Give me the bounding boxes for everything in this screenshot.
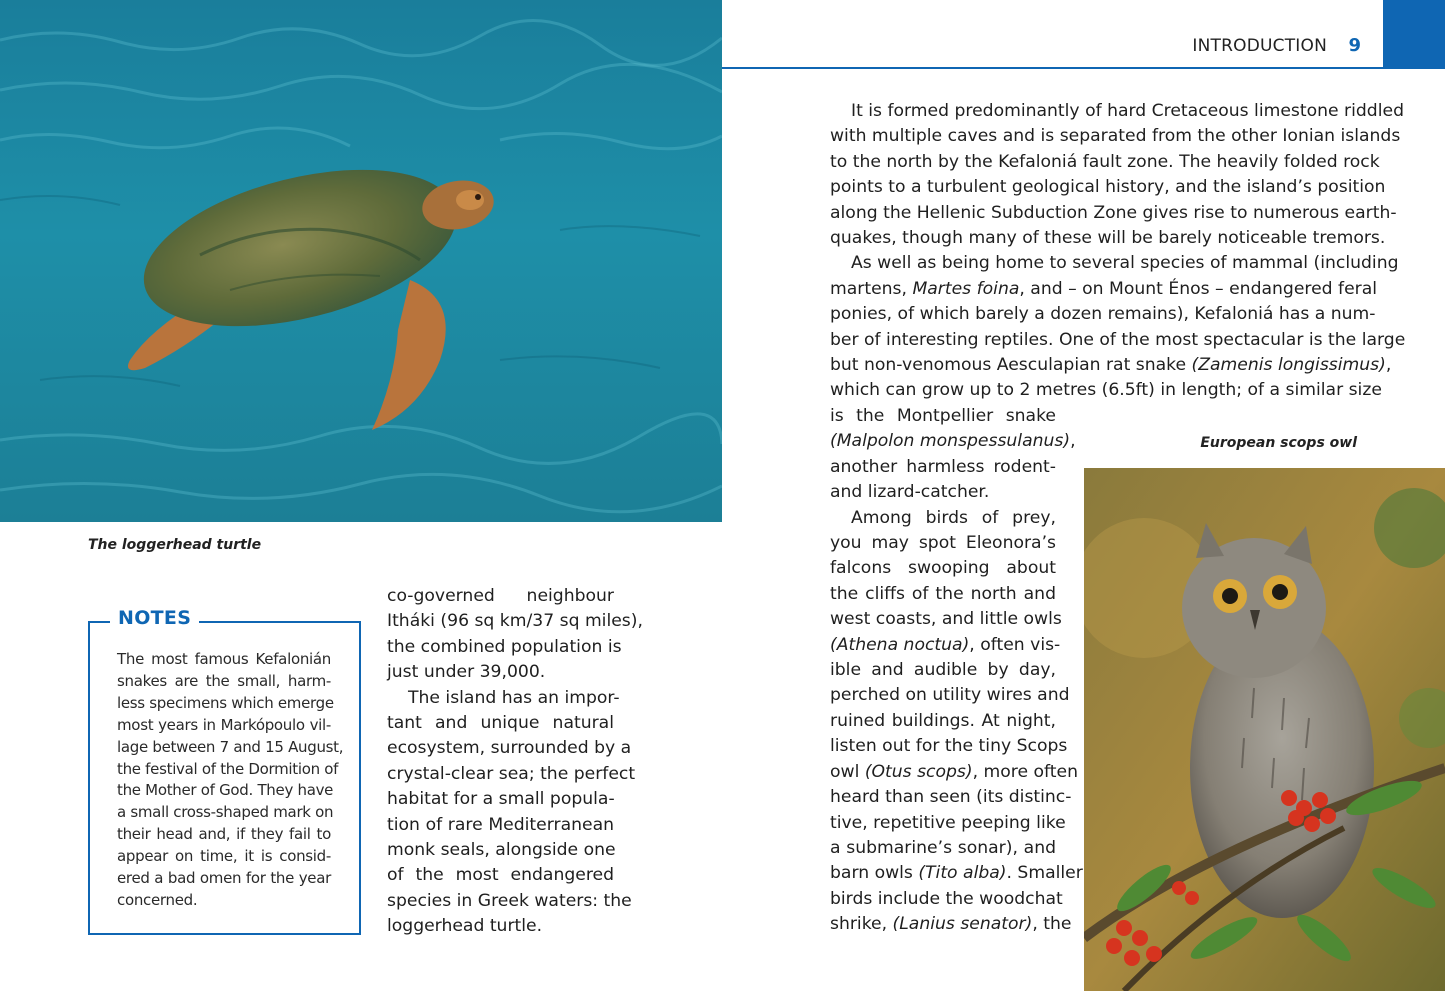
notes-line: lage between 7 and 15 August, bbox=[117, 737, 344, 756]
page-number: 9 bbox=[1348, 35, 1361, 56]
owl-photo bbox=[1084, 468, 1445, 991]
text-line: is the Montpellier snake bbox=[830, 406, 1056, 426]
text-line: listen out for the tiny Scops bbox=[830, 736, 1068, 757]
owl-caption: European scops owl bbox=[1200, 435, 1357, 451]
notes-line: concerned. bbox=[117, 890, 198, 909]
text-line: which can grow up to 2 metres (6.5ft) in length; of a similar size bbox=[830, 380, 1382, 401]
notes-line: snakes are the small, harm- bbox=[117, 671, 331, 690]
notes-line: their head and, if they fail to bbox=[117, 825, 331, 844]
text-line: west coasts, and little owls bbox=[830, 609, 1062, 630]
text-line: monk seals, alongside one bbox=[387, 840, 616, 861]
text-line: tion of rare Mediterranean bbox=[387, 814, 614, 835]
notes-line: the festival of the Dormition of bbox=[117, 759, 339, 778]
notes-line: most years in Markópoulo vil- bbox=[117, 715, 331, 734]
species-name: (Lanius senator) bbox=[892, 914, 1033, 935]
species-name: (Zamenis longissimus) bbox=[1191, 355, 1386, 376]
species-name: (Athena noctua) bbox=[830, 634, 970, 655]
text-line: ponies, of which barely a dozen remains), Kefaloniá has a num- bbox=[830, 304, 1376, 325]
text-line: heard than seen (its distinc- bbox=[830, 787, 1072, 808]
turtle-photo bbox=[0, 0, 722, 522]
text-line: Itháki (96 sq km/37 sq miles), bbox=[387, 611, 643, 632]
text-line: the cliffs of the north and bbox=[830, 583, 1056, 604]
text-line: ber of interesting reptiles. One of the most spectacular is the large bbox=[830, 329, 1406, 350]
text-line: martens, Martes foina, and – on Mount Énos – endangered feral bbox=[830, 278, 1378, 299]
header-color-tab bbox=[1383, 0, 1445, 68]
main-text-column bbox=[830, 99, 1406, 404]
notes-line: appear on time, it is consid- bbox=[117, 847, 331, 866]
text-line: quakes, though many of these will be barely noticeable tremors. bbox=[830, 228, 1386, 249]
species-name: Martes foina bbox=[912, 278, 1020, 299]
text-line: with multiple caves and is separated from the other Ionian islands bbox=[830, 126, 1401, 147]
text-line: barn owls (Tito alba). Smaller bbox=[830, 863, 1083, 884]
text-line: but non-venomous Aesculapian rat snake (Zamenis longissimus), bbox=[830, 355, 1392, 376]
text-line: to the north by the Kefaloniá fault zone. The heavily folded rock bbox=[830, 151, 1380, 172]
species-name: (Otus scops) bbox=[864, 761, 973, 782]
text-line: ecosystem, surrounded by a bbox=[387, 738, 632, 759]
notes-line: less specimens which emerge bbox=[117, 693, 334, 712]
text-line: and lizard-catcher. bbox=[830, 482, 990, 503]
text-line: shrike, (Lanius senator), the bbox=[830, 914, 1072, 935]
notes-line: ered a bad omen for the year bbox=[117, 869, 331, 888]
text-line: species in Greek waters: the bbox=[387, 890, 632, 911]
text-line: birds include the woodchat bbox=[830, 888, 1063, 909]
text-line: owl (Otus scops), more often bbox=[830, 761, 1078, 782]
text-line: As well as being home to several species of mammal (including bbox=[851, 253, 1399, 274]
text-line: habitat for a small popula- bbox=[387, 789, 615, 810]
text-line: Among birds of prey, bbox=[851, 507, 1056, 528]
species-name: (Tito alba) bbox=[918, 863, 1007, 884]
notes-line: a small cross-shaped mark on bbox=[117, 803, 334, 822]
text-line: (Athena noctua), often vis- bbox=[830, 634, 1061, 655]
text-line: of the most endangered bbox=[387, 865, 614, 886]
text-line: perched on utility wires and bbox=[830, 685, 1070, 706]
text-line: co-governed neighbour bbox=[387, 586, 614, 606]
text-line: ible and audible by day, bbox=[830, 660, 1056, 681]
text-line: The island has an impor- bbox=[408, 687, 620, 708]
text-line: crystal-clear sea; the perfect bbox=[387, 763, 636, 784]
text-line: just under 39,000. bbox=[387, 662, 546, 683]
text-line: tive, repetitive peeping like bbox=[830, 812, 1066, 833]
text-line: loggerhead turtle. bbox=[387, 916, 543, 937]
text-line: a submarine’s sonar), and bbox=[830, 837, 1056, 858]
notes-line: the Mother of God. They have bbox=[117, 781, 334, 800]
notes-title: NOTES bbox=[110, 607, 199, 629]
text-line: tant and unique natural bbox=[387, 713, 614, 734]
text-line: falcons swooping about bbox=[830, 558, 1056, 579]
narrow-text-column bbox=[830, 404, 1083, 938]
running-head: INTRODUCTION bbox=[1192, 36, 1327, 56]
text-line: It is formed predominantly of hard Cretaceous limestone riddled bbox=[851, 101, 1404, 121]
text-line: (Malpolon monspessulanus), bbox=[830, 431, 1076, 452]
text-line: along the Hellenic Subduction Zone gives rise to numerous earth- bbox=[830, 202, 1397, 223]
text-line: points to a turbulent geological history, and the island’s position bbox=[830, 177, 1386, 198]
notes-body bbox=[117, 649, 344, 912]
species-name: (Malpolon monspessulanus) bbox=[830, 431, 1071, 452]
turtle-caption: The loggerhead turtle bbox=[88, 537, 262, 553]
text-line: another harmless rodent- bbox=[830, 456, 1056, 477]
text-line: you may spot Eleonora’s bbox=[830, 533, 1056, 554]
left-text-column bbox=[387, 584, 643, 940]
text-line: ruined buildings. At night, bbox=[830, 710, 1056, 731]
notes-line: The most famous Kefalonián bbox=[117, 650, 331, 668]
header-rule bbox=[722, 67, 1445, 69]
text-line: the combined population is bbox=[387, 636, 622, 657]
